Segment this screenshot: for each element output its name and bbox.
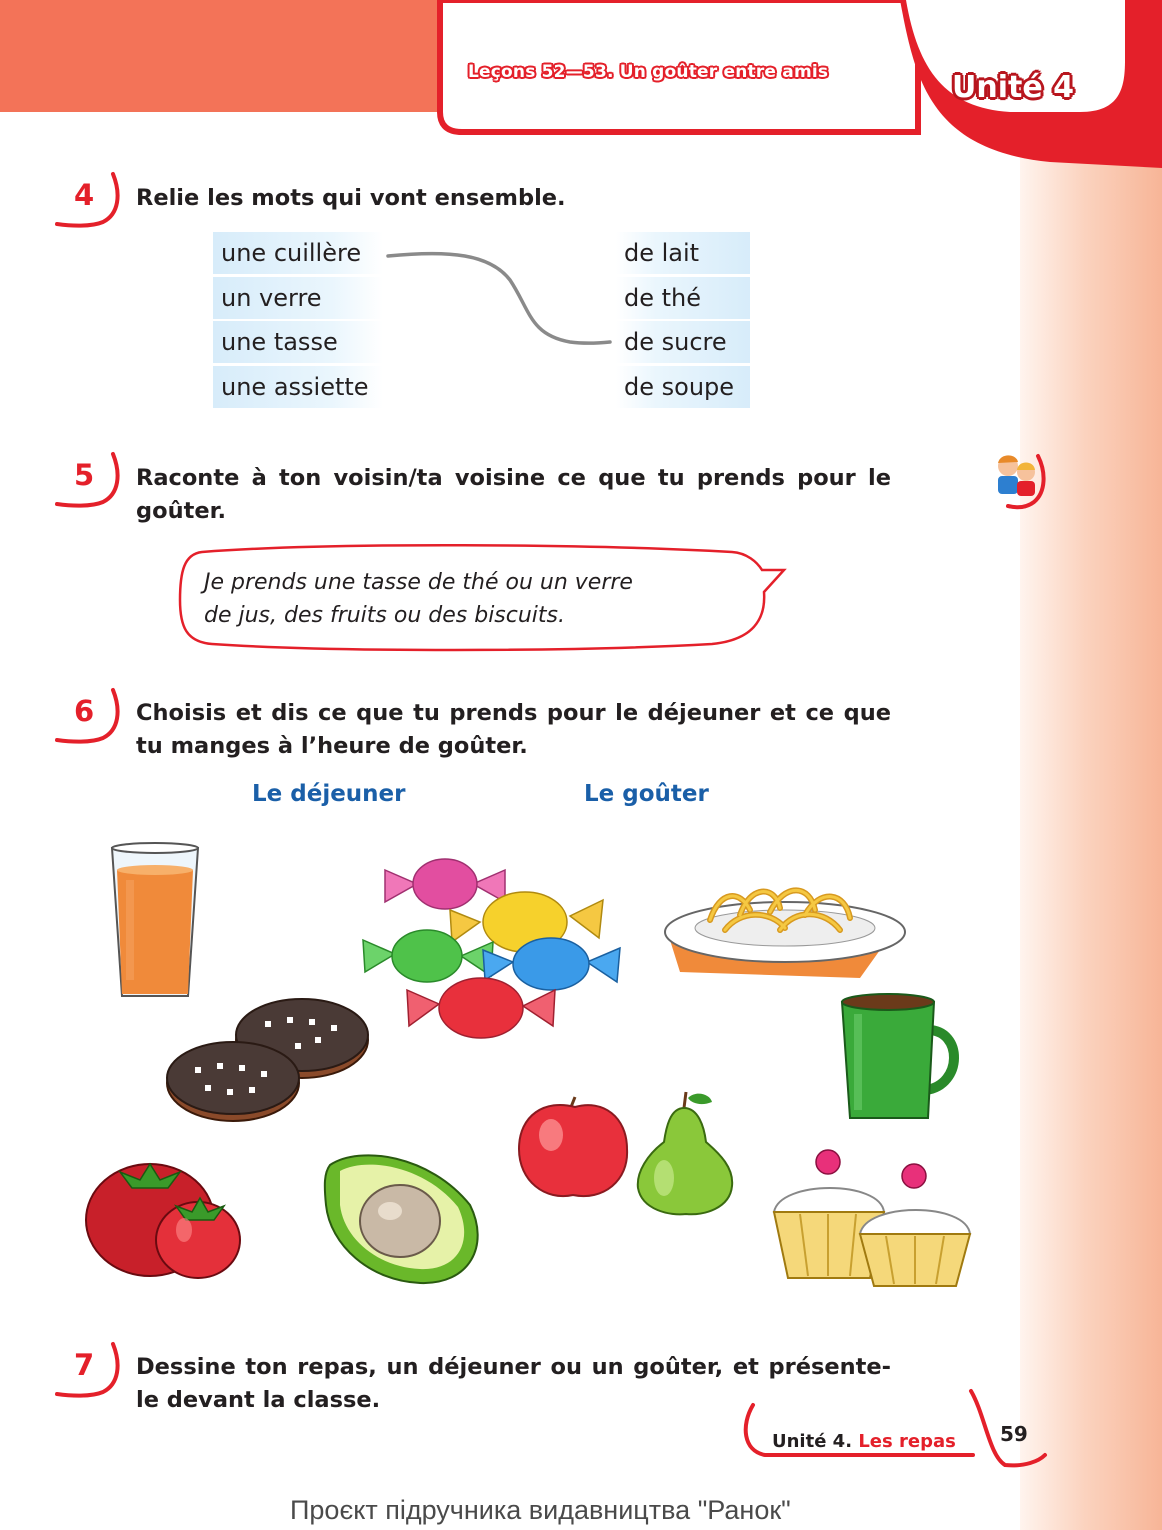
exercise-7-instruction: Dessine ton repas, un déjeuner ou un goûter, et présente-le devant la classe. xyxy=(136,1354,891,1413)
cupcakes-icon[interactable] xyxy=(770,1140,975,1290)
match-right-item[interactable]: de sucre xyxy=(616,321,750,363)
column-heading-dejeuner: Le déjeuner xyxy=(252,781,406,807)
juice-glass-icon[interactable] xyxy=(100,840,210,1010)
right-margin-strip xyxy=(1020,0,1162,1530)
lesson-title: Leçons 52—53. Un goûter entre amis xyxy=(468,62,829,82)
publisher-credit: Проєкт підручника видавництва "Ранок" xyxy=(290,1495,791,1525)
unit-title: Unité 4 xyxy=(952,70,1075,105)
children-pair-icon xyxy=(992,448,1052,510)
match-right-item[interactable]: de lait xyxy=(616,232,750,274)
column-heading-gouter: Le goûter xyxy=(584,781,709,807)
speech-bubble-line-2: de jus, des fruits ou des biscuits. xyxy=(204,603,566,628)
apple-icon[interactable] xyxy=(515,1095,635,1205)
match-left-item[interactable]: une cuillère xyxy=(213,232,383,274)
speech-bubble-line-1: Je prends une tasse de thé ou un verre xyxy=(204,570,633,595)
pasta-plate-icon[interactable] xyxy=(660,860,910,980)
footer-unit-number: Unité 4. xyxy=(772,1431,853,1452)
pear-icon[interactable] xyxy=(630,1088,740,1218)
match-left-item[interactable]: une tasse xyxy=(213,321,383,363)
match-left-item[interactable]: une assiette xyxy=(213,366,383,408)
avocado-icon[interactable] xyxy=(320,1145,485,1290)
chocolate-biscuits-icon[interactable] xyxy=(165,995,375,1125)
page-number: 59 xyxy=(1000,1422,1028,1446)
exercise-4-instruction: Relie les mots qui vont ensemble. xyxy=(136,185,566,211)
exercise-6-instruction: Choisis et dis ce que tu prends pour le déjeuner et ce que tu manges à l’heure de goûter. xyxy=(136,700,891,759)
match-connector-line xyxy=(380,240,620,360)
exercise-5-instruction: Raconte à ton voisin/ta voisine ce que tu prends pour le goûter. xyxy=(136,465,891,524)
match-left-item[interactable]: un verre xyxy=(213,277,383,319)
match-right-item[interactable]: de soupe xyxy=(616,366,750,408)
footer-unit-topic: Les repas xyxy=(858,1431,956,1452)
exercise-6-number: 6 xyxy=(74,694,95,728)
exercise-7-number: 7 xyxy=(74,1348,95,1382)
candies-icon[interactable] xyxy=(355,850,625,1050)
exercise-5-number: 5 xyxy=(74,458,95,492)
match-right-item[interactable]: de thé xyxy=(616,277,750,319)
tomatoes-icon[interactable] xyxy=(80,1150,250,1285)
footer-unit-label xyxy=(772,1431,956,1452)
exercise-4-number: 4 xyxy=(74,178,95,212)
green-mug-icon[interactable] xyxy=(838,990,968,1125)
